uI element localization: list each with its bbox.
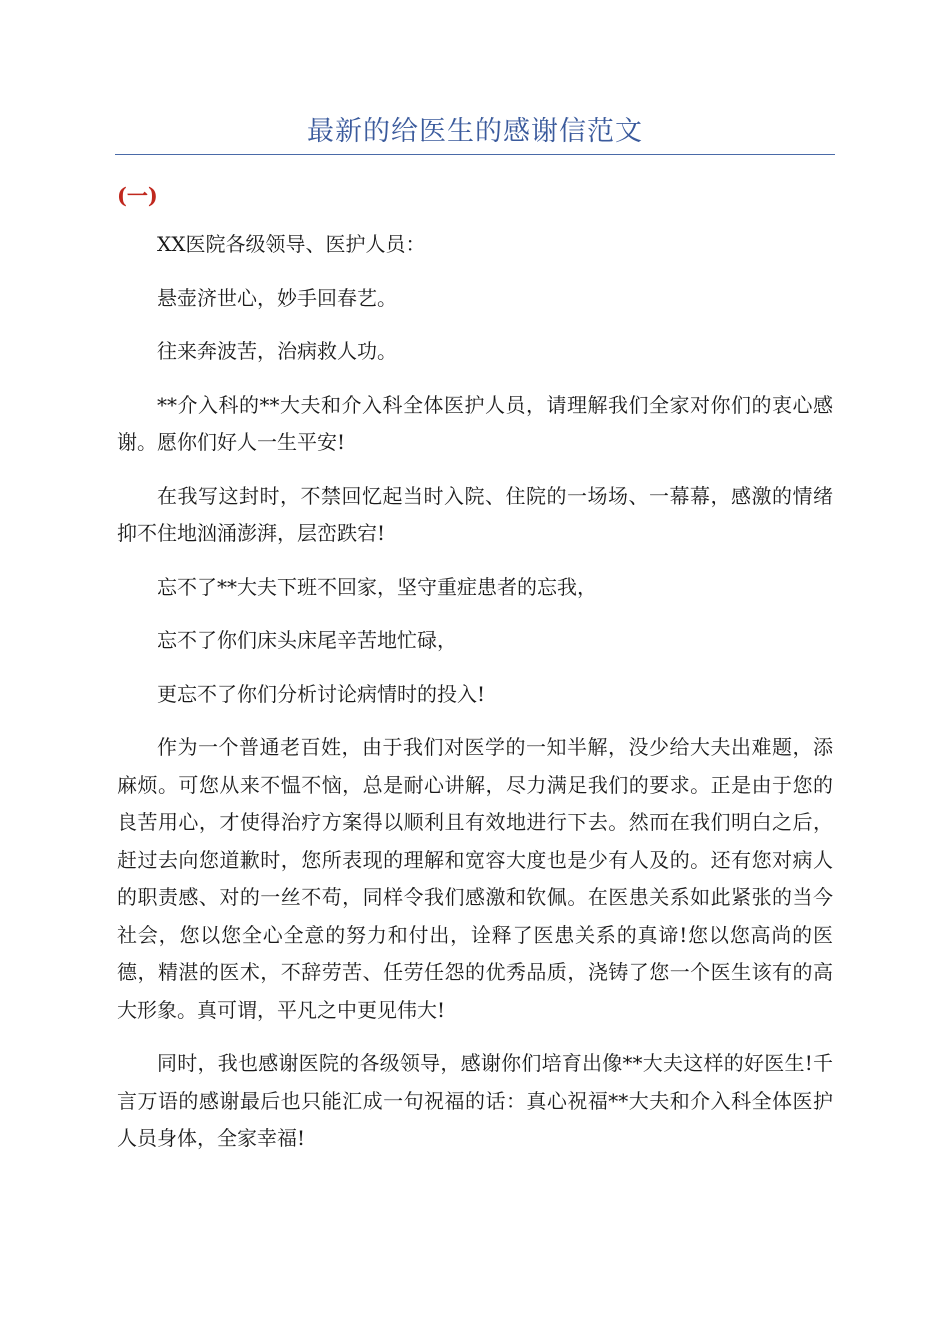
paragraph: 忘不了你们床头床尾辛苦地忙碌， (157, 628, 457, 652)
paragraph: 忘不了**大夫下班不回家，坚守重症患者的忘我， (157, 574, 597, 599)
letter-body (117, 226, 833, 1174)
section-heading: (一) (117, 183, 158, 208)
paragraph-couplet-2: 往来奔波苦，治病救人功。 (157, 339, 397, 363)
paragraph: 更忘不了你们分析讨论病情时的投入! (157, 681, 486, 706)
title-underline (115, 154, 835, 155)
paragraph-couplet-1: 悬壶济世心，妙手回春艺。 (157, 285, 397, 310)
paragraph: 同时，我也感谢医院的各级领导，感谢你们培育出像**大夫这样的好医生!千言万语的感谢最后也只能汇成一句祝福的话：真心祝福**大夫和介入科全体医护人员身体，全家幸福! (117, 1051, 833, 1150)
paragraph-salutation: XX医院各级领导、医护人员： (157, 232, 426, 256)
paragraph: 在我写这封时，不禁回忆起当时入院、住院的一场场、一幕幕，感激的情绪抑不住地汹涌澎湃，层峦跌宕! (117, 483, 833, 545)
paragraph: 作为一个普通老百姓，由于我们对医学的一知半解，没少给大夫出难题，添麻烦。可您从来不愠不恼，总是耐心讲解，尽力满足我们的要求。正是由于您的良苦用心，才使得治疗方案得以顺利且有效地进行下去。然而在我们明白之后，赶过去向您道歉时，您所表现的理解和宽容大度也是少有人及的。还有您对病人的职责感、对的一丝不苟，同样令我们感激和钦佩。在医患关系如此紧张的当今社会，您以您全心全意的努力和付出，诠释了医患关系的真谛!您以您高尚的医德，精湛的医术，不辞劳苦、任劳任怨的优秀品质，浇铸了您一个医生该有的高大形象。真可谓，平凡之中更见伟大! (117, 735, 833, 1022)
paragraph: **介入科的**大夫和介入科全体医护人员，请理解我们全家对你们的衷心感谢。愿你们好人一生平安! (117, 392, 833, 454)
page-title: 最新的给医生的感谢信范文 (307, 116, 643, 147)
